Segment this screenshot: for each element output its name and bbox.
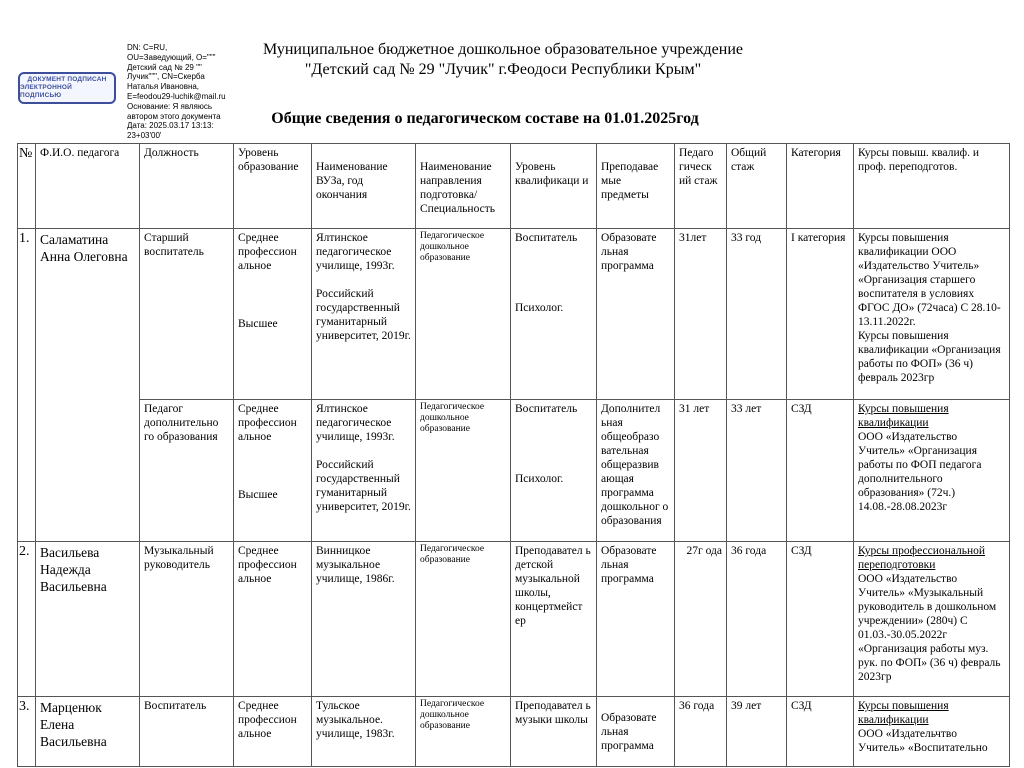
cell-courses <box>854 229 1010 400</box>
col-header-courses: Курсы повыш. квалиф. и проф. переподготов. <box>854 144 1010 229</box>
organization-line-2: "Детский сад № 29 "Лучик" г.Феодоси Республики Крым" <box>304 61 702 78</box>
cell-ped-experience: 27г ода <box>675 542 727 697</box>
signature-line: Детский сад № 29 "" <box>127 62 202 72</box>
signature-line: E=feodou29-luchik@mail.ru <box>127 91 226 101</box>
cell-subjects: Образовате льная программа <box>597 542 675 697</box>
signature-line: Лучик""", CN=Скерба <box>127 72 205 82</box>
col-header-specialty: Наименование направления подготовка/ Специальность <box>416 144 511 229</box>
edu-level-1: Среднее профессион альное <box>238 232 297 272</box>
courses-1: ООО «Издательство Учитель» «Организация работы по ФОП педагога дополнительного образования» (72ч.) 14.08.-28.08.2023г <box>858 431 982 513</box>
signature-line: Наталья Ивановна, <box>127 82 200 92</box>
cell-courses <box>854 400 1010 542</box>
university-2: Российский государственный гуманитарный университет, 2019г. <box>316 459 411 513</box>
cell-edu-level: Среднее профессион альное <box>234 697 312 767</box>
organization-line-1: Муниципальное бюджетное дошкольное образовательное учреждение <box>263 41 743 58</box>
cell-name: Васильева Надежда Васильевна <box>36 542 140 697</box>
col-header-name: Ф.И.О. педагога <box>36 144 140 229</box>
organization-name <box>240 40 766 80</box>
cell-qualification <box>511 229 597 400</box>
table-row <box>18 229 1010 400</box>
cell-courses <box>854 542 1010 697</box>
cell-total-experience: 39 лет <box>727 697 787 767</box>
col-header-category: Категория <box>787 144 854 229</box>
cell-category: I категория <box>787 229 854 400</box>
cell-category: СЗД <box>787 697 854 767</box>
cell-edu-level <box>234 229 312 400</box>
signature-line: OU=Заведующий, O=""" <box>127 52 216 62</box>
table-row <box>18 697 1010 767</box>
cell-position: Старший воспитатель <box>140 229 234 400</box>
document-title: Общие сведения о педагогическом составе на 01.01.2025год <box>271 110 699 127</box>
col-header-total-experience: Общий стаж <box>727 144 787 229</box>
signature-details <box>127 43 245 141</box>
cell-num: 3. <box>18 697 36 767</box>
cell-university: Винницкое музыкальное училище, 1986г. <box>312 542 416 697</box>
cell-subjects: Образовате льная программа <box>597 697 675 767</box>
cell-position: Музыкальный руководитель <box>140 542 234 697</box>
cell-name: Марценюк Елена Васильевна <box>36 697 140 767</box>
table-row <box>18 400 1010 542</box>
courses-1: ООО «Издательчтво Учитель» «Воспитательно <box>858 728 988 754</box>
cell-ped-experience: 31 лет <box>675 400 727 542</box>
cell-university: Тульское музыкальное. училище, 1983г. <box>312 697 416 767</box>
courses-head: Курсы повышения квалификации <box>858 700 949 726</box>
cell-specialty: Педагогическое дошкольное образование <box>416 697 511 767</box>
cell-specialty: Педагогическое дошкольное образование <box>416 400 511 542</box>
staff-table <box>17 143 1010 767</box>
signature-line: DN: C=RU, <box>127 43 168 52</box>
col-header-edu-level: Уровень образование <box>234 144 312 229</box>
cell-ped-experience: 31лет <box>675 229 727 400</box>
cell-qualification <box>511 400 597 542</box>
cell-total-experience: 33 лет <box>727 400 787 542</box>
qualification-2: Психолог. <box>515 302 564 314</box>
cell-subjects: Дополнител ьная общеобразо вательная общеразвив ающая программа дошкольног о образования <box>597 400 675 542</box>
cell-category: СЗД <box>787 542 854 697</box>
col-header-university: Наименование ВУЗа, год окончания <box>312 144 416 229</box>
cell-qualification: Преподавател ь музыки школы <box>511 697 597 767</box>
university-1: Ялтинское педагогическое училище, 1993г. <box>316 232 395 272</box>
table-header-row <box>18 144 1010 229</box>
cell-total-experience: 33 год <box>727 229 787 400</box>
edu-level-1: Среднее профессион альное <box>238 403 297 443</box>
cell-position: Воспитатель <box>140 697 234 767</box>
cell-specialty: Педагогическое образование <box>416 542 511 697</box>
courses-1: Курсы повышения квалификации ООО «Издательство Учитель» «Организация старшего воспитателя в условиях ФГОС ДО» (72часа) С 28.10-13.11.2022г. <box>858 232 1001 328</box>
cell-university <box>312 229 416 400</box>
cell-qualification: Преподавател ь детской музыкальной школы, концертмейст ер <box>511 542 597 697</box>
col-header-subjects: Преподавае мые предметы <box>597 144 675 229</box>
cell-edu-level <box>234 400 312 542</box>
cell-num: 2. <box>18 542 36 697</box>
university-1: Ялтинское педагогическое училище, 1993г. <box>316 403 395 443</box>
courses-head: Курсы профессиональной переподготовки <box>858 545 986 571</box>
university-2: Российский государственный гуманитарный университет, 2019г. <box>316 288 411 342</box>
courses-head: Курсы повышения квалификации <box>858 403 949 429</box>
stamp-line-2: ЭЛЕКТРОННОЙ ПОДПИСЬЮ <box>20 84 72 99</box>
table-row <box>18 542 1010 697</box>
signature-line: Основание: Я являюсь <box>127 101 213 111</box>
cell-university <box>312 400 416 542</box>
qualification-1: Воспитатель <box>515 232 578 244</box>
col-header-position: Должность <box>140 144 234 229</box>
cell-position: Педагог дополнительно го образования <box>140 400 234 542</box>
signature-line: 23+03'00' <box>127 131 162 141</box>
col-header-num: № <box>18 144 36 229</box>
courses-2: Курсы повышения квалификации «Организация работы по ФОП» (36 ч) февраль 2023гр <box>858 330 1001 384</box>
col-header-ped-experience: Педаго гическ ий стаж <box>675 144 727 229</box>
cell-ped-experience: 36 года <box>675 697 727 767</box>
signature-line: автором этого документа <box>127 111 221 121</box>
signature-line: Дата: 2025.03.17 13:13: <box>127 121 214 131</box>
stamp-line-1: ДОКУМЕНТ ПОДПИСАН <box>27 76 107 83</box>
courses-1: ООО «Издательство Учитель» «Музыкальный руководитель в дошкольном учреждении» (280ч) С 01.03.-30.05.2022г «Организация работы муз. рук. по ФОП» (36 ч) февраль 2023гр <box>858 573 1001 683</box>
qualification-1: Воспитатель <box>515 403 578 415</box>
cell-specialty: Педагогическое дошкольное образование <box>416 229 511 400</box>
cell-total-experience: 36 года <box>727 542 787 697</box>
cell-courses <box>854 697 1010 767</box>
col-header-qualification: Уровень квалификаци и <box>511 144 597 229</box>
cell-subjects: Образовате льная программа <box>597 229 675 400</box>
edu-level-2: Высшее <box>238 318 278 330</box>
cell-category: СЗД <box>787 400 854 542</box>
e-signature-stamp <box>18 72 116 104</box>
cell-num: 1. <box>18 229 36 542</box>
qualification-2: Психолог. <box>515 473 564 485</box>
cell-edu-level: Среднее профессион альное <box>234 542 312 697</box>
cell-name: Саламатина Анна Олеговна <box>36 229 140 542</box>
edu-level-2: Высшее <box>238 489 278 501</box>
